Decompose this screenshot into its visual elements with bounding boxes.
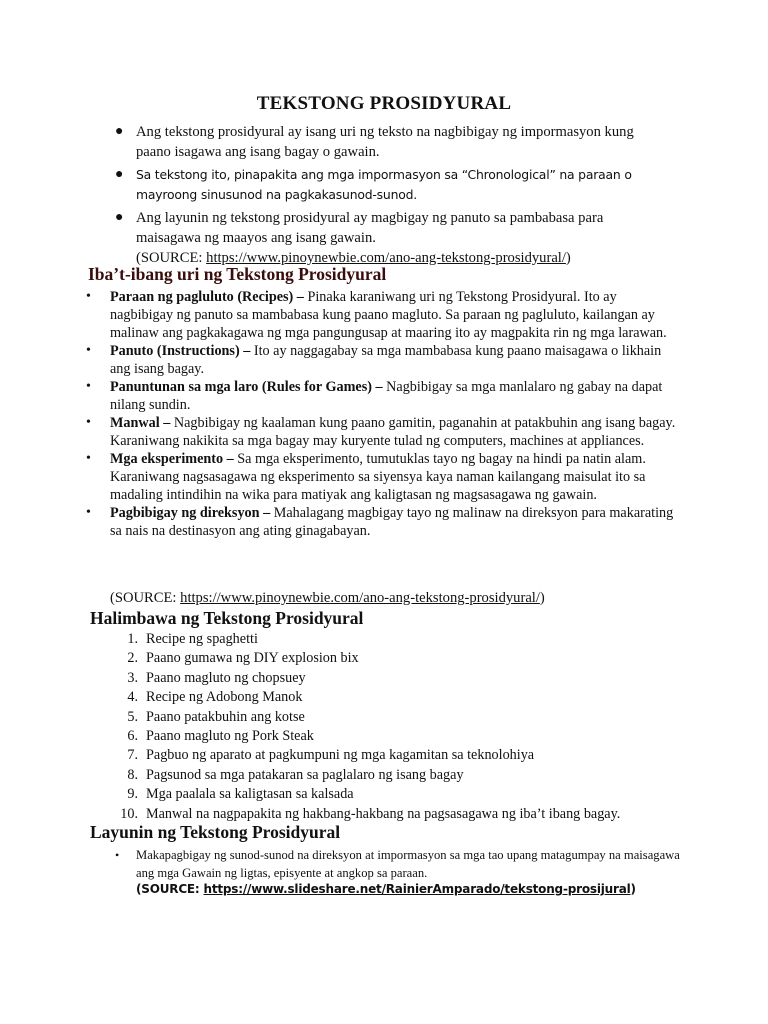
bullet-icon: •: [115, 848, 120, 862]
list-item: [110, 727, 620, 746]
intro-text-1: Ang tekstong prosidyural ay isang uri ng teksto na nagbibigay ng impormasyon kung paano isagawa ang isang bagay o gawain.: [136, 124, 634, 160]
source-prefix: (SOURCE:: [136, 882, 204, 896]
type-term: Pagbibigay ng direksyon –: [110, 505, 271, 521]
list-item: [86, 414, 680, 450]
goal-source: [136, 882, 636, 896]
type-term: Manwal –: [110, 415, 171, 431]
source-prefix: (SOURCE:: [136, 250, 207, 266]
type-desc: Ito ay naggagabay sa mga mambabasa kung paano maisagawa o likhain ang isang bagay.: [110, 343, 662, 377]
bullet-icon: •: [86, 451, 91, 466]
goal-text: Makapagbigay ng sunod-sunod na direksyon at impormasyon sa mga tao upang matagumpay na maisagawa ang mga Gawain ng ligtas, episyente at angkop sa paraan.: [136, 848, 680, 880]
bullet-icon: •: [86, 289, 91, 304]
list-item: [110, 669, 620, 688]
source-suffix: ): [539, 590, 545, 606]
list-item: [86, 504, 680, 540]
item-number: 2.: [127, 650, 138, 667]
type-term: Mga eksperimento –: [110, 451, 234, 467]
example-text: Pagsunod sa mga patakaran sa paglalaro ng isang bagay: [146, 766, 464, 783]
page-title: TEKSTONG PROSIDYURAL: [256, 93, 512, 114]
intro-source-link[interactable]: https://www.pinoynewbie.com/ano-ang-tekstong-prosidyural/: [206, 250, 566, 266]
example-text: Paano magluto ng chopsuey: [146, 669, 306, 686]
list-item: [110, 766, 620, 785]
example-text: Paano gumawa ng DIY explosion bix: [146, 650, 359, 667]
example-text: Manwal na nagpapakita ng hakbang-hakbang na pagsasagawa ng iba’t ibang bagay.: [146, 805, 621, 822]
goal-heading: Layunin ng Tekstong Prosidyural: [90, 822, 341, 842]
bullet-icon: •: [86, 415, 91, 430]
bullet-icon: ●: [115, 167, 124, 182]
bullet-icon: •: [86, 505, 91, 520]
example-text: Mga paalala sa kaligtasan sa kalsada: [146, 786, 354, 803]
source-suffix: ): [630, 882, 636, 896]
intro-text-2: Sa tekstong ito, pinapakita ang mga impormasyon sa “Chronological” na paraan o mayroong sinusunod na pagkakasunod-sunod.: [136, 167, 632, 202]
item-number: 3.: [127, 669, 138, 686]
type-term: Panuto (Instructions) –: [110, 343, 251, 359]
list-item: [110, 630, 620, 649]
item-number: 9.: [127, 786, 138, 803]
examples-heading: Halimbawa ng Tekstong Prosidyural: [90, 608, 364, 628]
example-text: Recipe ng Adobong Manok: [146, 689, 303, 706]
list-item: [86, 342, 680, 378]
bullet-icon: ●: [115, 210, 124, 225]
example-text: Paano patakbuhin ang kotse: [146, 708, 305, 725]
type-desc: Sa mga eksperimento, tumutuklas tayo ng bagay na hindi pa natin alam. Karaniwang nagsasagawa ng eksperimento sa siyensya kaya naman kailangang maisulat ito sa madaling intindihin na wika para matiyak ang kaligtasan ng magsasagawa ng gawain.: [110, 451, 646, 503]
source-suffix: ): [565, 250, 571, 266]
list-item: [110, 785, 620, 804]
item-number: 8.: [127, 766, 138, 783]
list-item: [115, 208, 636, 268]
list-item: [110, 649, 620, 668]
list-item: [115, 122, 636, 162]
type-desc: Nagbibigay sa mga manlalaro ng gabay na dapat nilang sundin.: [110, 379, 663, 413]
type-desc: Nagbibigay ng kaalaman kung paano gamitin, paganahin at patakbuhin ang isang bagay. Karaniwang nakikita sa mga bagay may kuryente tulad ng computers, machines at appliances.: [110, 415, 676, 449]
list-item: [115, 846, 696, 882]
goal-list: [115, 846, 696, 882]
item-number: 7.: [127, 747, 138, 764]
list-item: [110, 688, 620, 707]
type-term: Paraan ng pagluluto (Recipes) –: [110, 289, 304, 305]
list-item: [110, 746, 620, 765]
example-text: Pagbuo ng aparato at pagkumpuni ng mga kagamitan sa teknolohiya: [146, 747, 535, 764]
type-term: Panuntunan sa mga laro (Rules for Games) –: [110, 379, 383, 395]
example-text: Paano magluto ng Pork Steak: [146, 728, 314, 745]
item-number: 1.: [127, 631, 138, 647]
bullet-icon: •: [86, 379, 91, 394]
example-text: Recipe ng spaghetti: [146, 631, 258, 647]
source-prefix: (SOURCE:: [110, 590, 181, 606]
bullet-icon: ●: [115, 124, 124, 139]
list-item: [110, 708, 620, 727]
types-source-link[interactable]: https://www.pinoynewbie.com/ano-ang-tekstong-prosidyural/: [180, 590, 540, 606]
bullet-icon: •: [86, 343, 91, 358]
types-source: [110, 589, 545, 607]
item-number: 10.: [120, 805, 138, 822]
types-list: [86, 288, 680, 540]
item-number: 6.: [127, 728, 138, 745]
intro-list: [115, 122, 636, 271]
goal-source-link[interactable]: https://www.slideshare.net/RainierAmparado/tekstong-prosijural: [203, 882, 631, 896]
list-item: [86, 378, 680, 414]
type-desc: Pinaka karaniwang uri ng Tekstong Prosidyural. Ito ay nagbibigay ng panuto sa mambabasa kung paano magluto. Sa paraan ng pagluluto, kailangan ay malinaw ang pagkakagawa ng mga pangungusap at maaring ito ay magpakita rin ng mga larawan.: [110, 289, 667, 341]
list-item: [86, 450, 680, 504]
intro-text-3: Ang layunin ng tekstong prosidyural ay magbigay ng panuto sa pambabasa para maisagawa ng maayos ang isang gawain.: [136, 210, 604, 246]
list-item: [86, 288, 680, 342]
examples-list: [110, 630, 620, 824]
item-number: 4.: [127, 689, 138, 706]
types-heading: Iba’t-ibang uri ng Tekstong Prosidyural: [88, 264, 387, 284]
type-desc: Mahalagang magbigay tayo ng malinaw na direksyon para makarating sa nais na destinasyon ang ating ginagabayan.: [110, 505, 674, 539]
item-number: 5.: [127, 708, 138, 725]
list-item: [115, 165, 636, 205]
